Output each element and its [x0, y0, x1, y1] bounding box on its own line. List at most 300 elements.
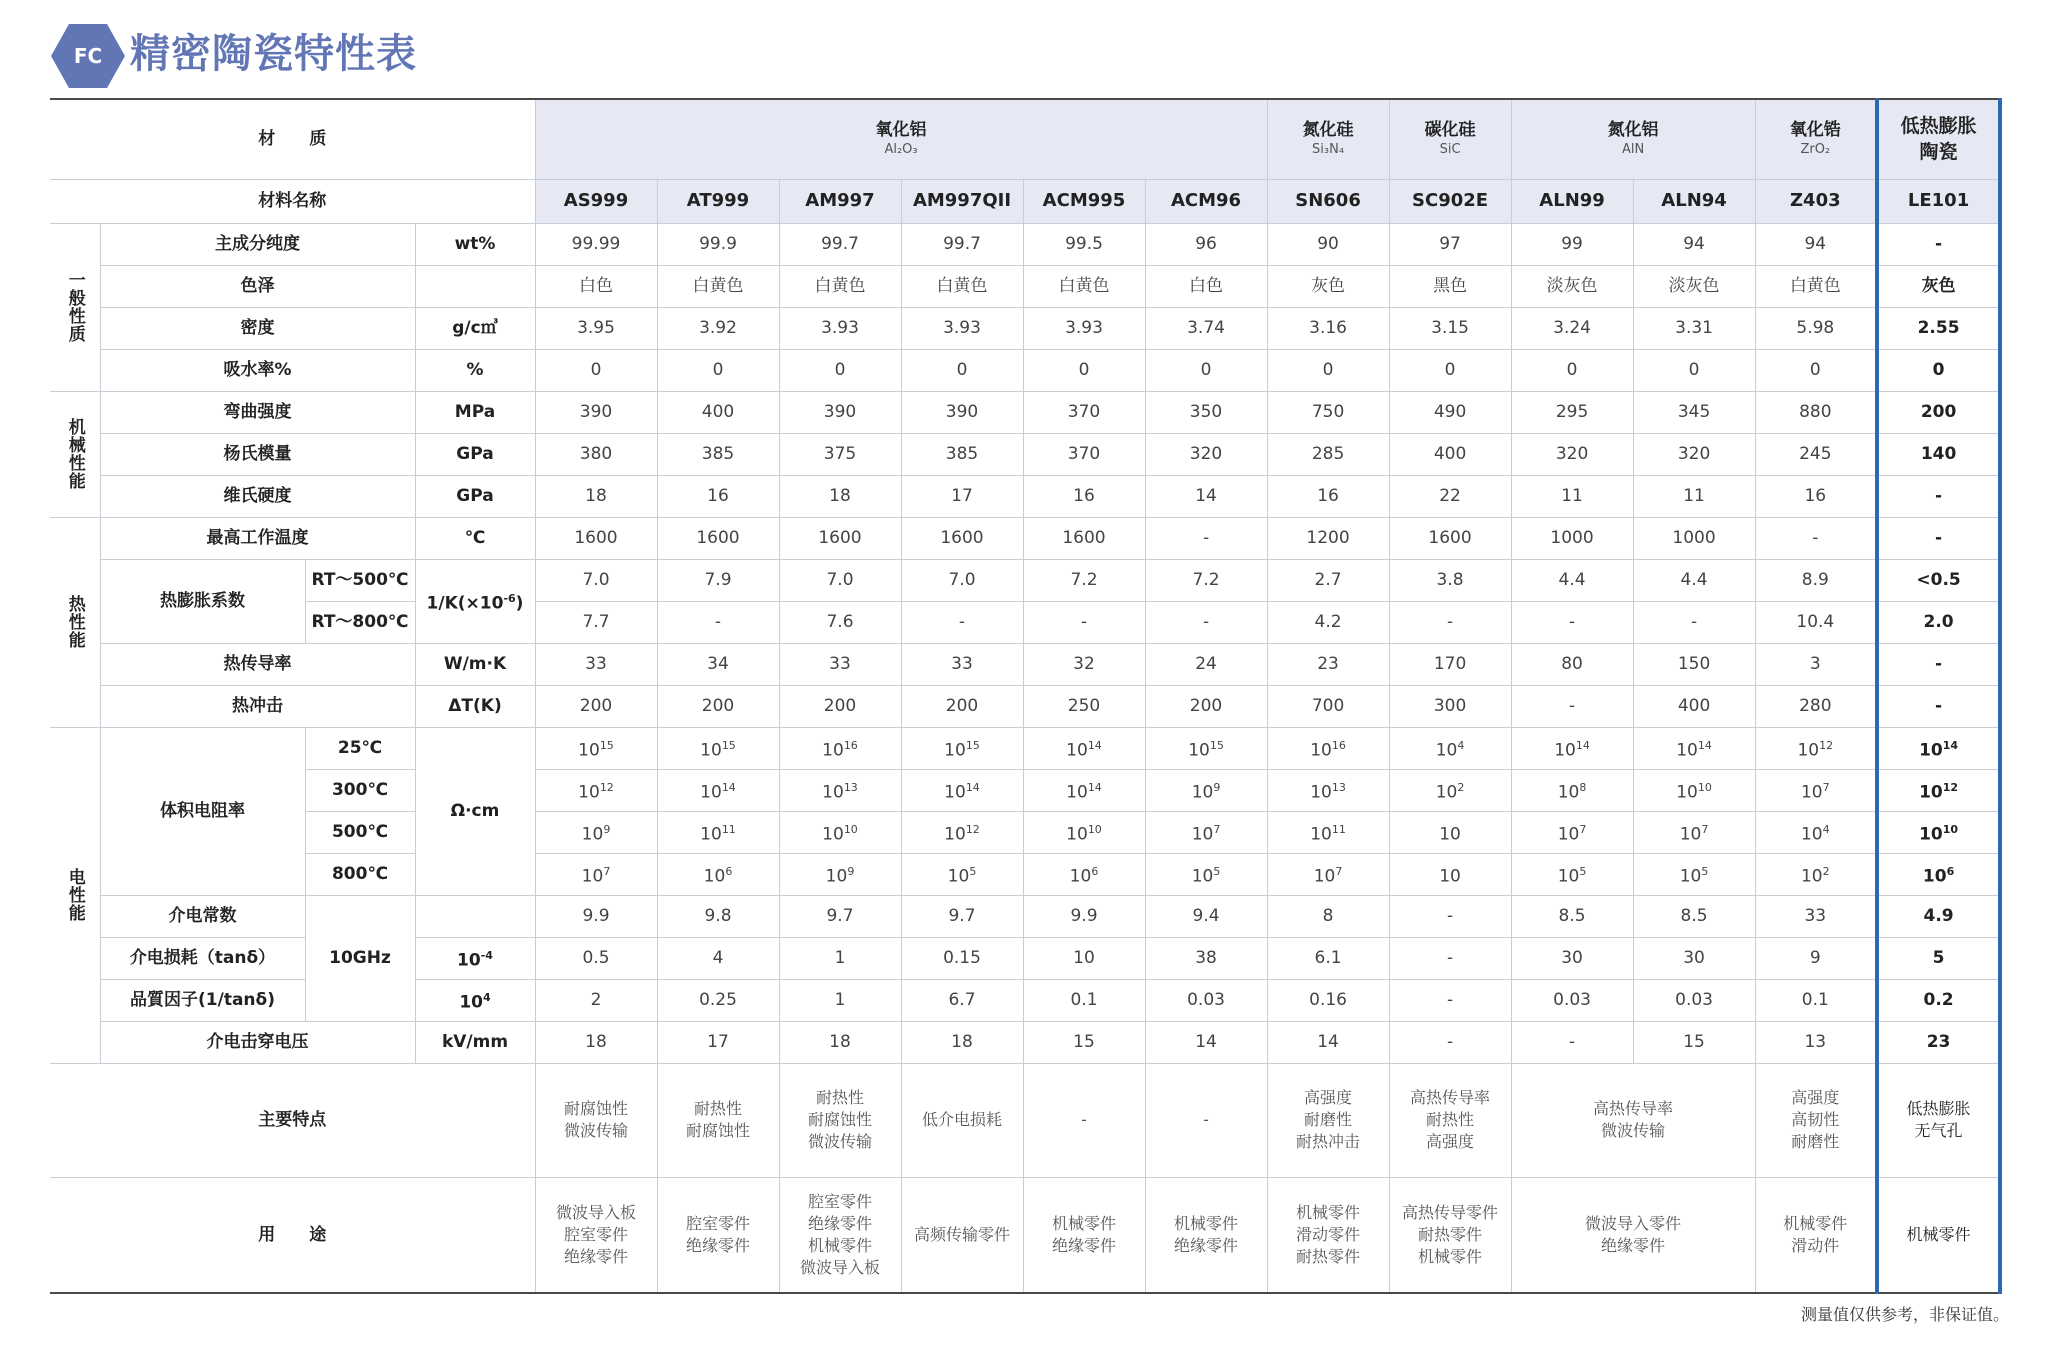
- power-exponent: 16: [843, 738, 858, 752]
- features-line: 耐腐蚀性: [685, 1121, 750, 1140]
- group-name: 碳化硅: [1424, 120, 1476, 141]
- features-line: 高强度: [1304, 1088, 1353, 1107]
- unit-exponent: -4: [480, 948, 493, 962]
- value-cell: 11: [1511, 475, 1633, 517]
- row-sublabel: 500℃: [305, 811, 415, 853]
- row-label: 介电击穿电压: [100, 1021, 415, 1063]
- unit-close: ): [515, 593, 524, 614]
- value-cell: 7.2: [1145, 559, 1267, 601]
- value-cell: 白黄色: [657, 265, 779, 307]
- row-unit: [415, 265, 535, 307]
- value-cell: 3.92: [657, 307, 779, 349]
- value-cell: 0.1: [1755, 979, 1877, 1021]
- row-unit: [415, 937, 535, 979]
- frequency-label: 10GHz: [305, 895, 415, 1021]
- value-cell: 2.7: [1267, 559, 1389, 601]
- power-base: 10: [700, 740, 722, 761]
- power-exponent: 14: [1942, 738, 1959, 752]
- unit-main: 1/K(×10: [426, 593, 504, 614]
- value-cell: 0: [901, 349, 1023, 391]
- value-cell: 7.7: [535, 601, 657, 643]
- value-cell: 320: [1511, 433, 1633, 475]
- usage-line: 微波导入零件: [1585, 1213, 1682, 1233]
- features-cell: [535, 1063, 657, 1177]
- value-cell: 150: [1633, 643, 1755, 685]
- value-cell: 1600: [1023, 517, 1145, 559]
- badge-label: FC: [73, 44, 103, 68]
- usage-label: 用 途: [50, 1177, 535, 1293]
- table-row: [50, 179, 2000, 223]
- row-label: 最高工作温度: [100, 517, 415, 559]
- usage-line: 腔室零件: [807, 1191, 872, 1211]
- value-cell: 0: [1877, 349, 2000, 391]
- row-sublabel: 800℃: [305, 853, 415, 895]
- value-cell: 380: [535, 433, 657, 475]
- value-cell: 15: [1633, 1021, 1755, 1063]
- value-cell: 15: [1023, 1021, 1145, 1063]
- material-name-label: 材料名称: [50, 179, 535, 223]
- row-unit: Ω·cm: [415, 727, 535, 895]
- value-cell: 200: [535, 685, 657, 727]
- usage-line: 机械零件: [1174, 1213, 1239, 1233]
- value-cell: 7.0: [901, 559, 1023, 601]
- value-cell: 淡灰色: [1511, 265, 1633, 307]
- code-cell: ACM995: [1023, 179, 1145, 223]
- power-base: 10: [1919, 782, 1943, 803]
- code-cell: AT999: [657, 179, 779, 223]
- power-cell: [1511, 853, 1633, 895]
- value-cell: 白色: [1145, 265, 1267, 307]
- row-unit: ℃: [415, 517, 535, 559]
- value-cell: 9.9: [1023, 895, 1145, 937]
- power-exponent: 14: [1087, 738, 1102, 752]
- features-line: 无气孔: [1914, 1121, 1963, 1140]
- row-unit: GPa: [415, 475, 535, 517]
- power-cell: [901, 811, 1023, 853]
- power-cell: [1267, 811, 1389, 853]
- features-cell: [1389, 1063, 1511, 1177]
- value-cell: 黑色: [1389, 265, 1511, 307]
- power-exponent: 12: [965, 822, 980, 836]
- power-exponent: 9: [847, 864, 855, 878]
- usage-line: 机械零件: [1906, 1224, 1971, 1244]
- value-cell: -: [1389, 979, 1511, 1021]
- value-cell: 10: [1023, 937, 1145, 979]
- value-cell: 0.03: [1145, 979, 1267, 1021]
- usage-line: 高频传输零件: [913, 1224, 1010, 1244]
- power-base: 10: [1922, 866, 1947, 887]
- value-cell: 4: [657, 937, 779, 979]
- power-exponent: 2: [1457, 780, 1465, 794]
- power-base: 10: [1435, 782, 1458, 803]
- value-cell: 1: [779, 979, 901, 1021]
- row-label: 吸水率%: [100, 349, 415, 391]
- power-base: 10: [703, 866, 726, 887]
- code-cell: SC902E: [1389, 179, 1511, 223]
- code-cell: SN606: [1267, 179, 1389, 223]
- features-cell: [1023, 1063, 1145, 1177]
- value-cell: 0.16: [1267, 979, 1389, 1021]
- value-cell: 9.7: [779, 895, 901, 937]
- power-exponent: 6: [725, 864, 733, 878]
- table-row: [50, 391, 2000, 433]
- value-cell: 0.03: [1633, 979, 1755, 1021]
- row-label: 品質因子(1/tanδ): [100, 979, 305, 1021]
- power-exponent: 9: [1213, 780, 1221, 794]
- power-base: 10: [1066, 740, 1088, 761]
- category-mechanical: 机械性能: [50, 391, 100, 517]
- value-cell: 3: [1755, 643, 1877, 685]
- value-cell: -: [1755, 517, 1877, 559]
- value-cell: -: [1145, 601, 1267, 643]
- value-cell: 白黄色: [1023, 265, 1145, 307]
- power-cell: [1755, 769, 1877, 811]
- row-label: 弯曲强度: [100, 391, 415, 433]
- value-cell: 7.2: [1023, 559, 1145, 601]
- value-cell: -: [1023, 601, 1145, 643]
- power-cell: [1267, 727, 1389, 769]
- power-exponent: 12: [1819, 738, 1834, 752]
- value-cell: 97: [1389, 223, 1511, 265]
- value-cell: 灰色: [1267, 265, 1389, 307]
- value-cell: 370: [1023, 433, 1145, 475]
- value-cell: 14: [1267, 1021, 1389, 1063]
- power-base: 10: [1310, 824, 1332, 845]
- value-cell: 0: [1145, 349, 1267, 391]
- row-unit: %: [415, 349, 535, 391]
- usage-cell: [1267, 1177, 1389, 1293]
- features-line: -: [1081, 1110, 1087, 1129]
- usage-cell: [1755, 1177, 1877, 1293]
- value-cell: -: [1877, 643, 2000, 685]
- value-cell: 9.9: [535, 895, 657, 937]
- value-cell: 300: [1389, 685, 1511, 727]
- power-base: 10: [1919, 740, 1943, 761]
- value-cell: 7.9: [657, 559, 779, 601]
- value-cell: 18: [901, 1021, 1023, 1063]
- usage-cell: [535, 1177, 657, 1293]
- value-cell: 490: [1389, 391, 1511, 433]
- power-exponent: 15: [1209, 738, 1224, 752]
- value-cell: 4.2: [1267, 601, 1389, 643]
- features-cell: [1267, 1063, 1389, 1177]
- value-cell: 400: [1389, 433, 1511, 475]
- group-name: 氧化铝: [875, 120, 927, 141]
- power-cell: [1023, 811, 1145, 853]
- power-exponent: 9: [603, 822, 611, 836]
- power-exponent: 6: [1946, 864, 1955, 878]
- code-cell: ALN94: [1633, 179, 1755, 223]
- table-row: [50, 1063, 2000, 1177]
- value-cell: 4.4: [1633, 559, 1755, 601]
- power-base: 10: [825, 866, 848, 887]
- usage-cell: [1145, 1177, 1267, 1293]
- row-sublabel: 300℃: [305, 769, 415, 811]
- power-exponent: 7: [1822, 780, 1830, 794]
- power-base: 10: [1188, 740, 1210, 761]
- value-cell: 245: [1755, 433, 1877, 475]
- value-cell: 200: [901, 685, 1023, 727]
- power-cell: [1755, 853, 1877, 895]
- group-alumina: [535, 99, 1267, 179]
- table-row: [50, 433, 2000, 475]
- group-formula: Al₂O₃: [884, 142, 918, 158]
- value-cell: 5: [1877, 937, 2000, 979]
- value-cell: 7.0: [779, 559, 901, 601]
- power-exponent: 14: [1697, 738, 1712, 752]
- value-cell: 淡灰色: [1633, 265, 1755, 307]
- power-base: 10: [1676, 740, 1698, 761]
- power-exponent: 7: [1579, 822, 1587, 836]
- features-cell: [901, 1063, 1023, 1177]
- value-cell: 1600: [535, 517, 657, 559]
- value-cell: 3.24: [1511, 307, 1633, 349]
- power-exponent: 15: [599, 738, 614, 752]
- usage-line: 绝缘零件: [563, 1246, 628, 1266]
- value-cell: 99.7: [779, 223, 901, 265]
- value-cell: 6.1: [1267, 937, 1389, 979]
- power-cell: [1023, 727, 1145, 769]
- table-row: [50, 853, 2000, 895]
- usage-cell: [1389, 1177, 1511, 1293]
- value-cell: 200: [1877, 391, 2000, 433]
- table-row: [50, 99, 2000, 179]
- value-cell: 750: [1267, 391, 1389, 433]
- power-cell: [1023, 769, 1145, 811]
- value-cell: 30: [1633, 937, 1755, 979]
- value-cell: 8.5: [1511, 895, 1633, 937]
- table-row: [50, 265, 2000, 307]
- group-name: 氮化硅: [1302, 120, 1354, 141]
- value-cell: 灰色: [1877, 265, 2000, 307]
- value-cell: 200: [657, 685, 779, 727]
- usage-cell: [1877, 1177, 2000, 1293]
- features-line: 耐热性: [693, 1099, 742, 1118]
- value-cell: 0: [1633, 349, 1755, 391]
- row-label: 维氏硬度: [100, 475, 415, 517]
- power-exponent: 5: [969, 864, 977, 878]
- value-cell: 1600: [901, 517, 1023, 559]
- unit-exponent: 4: [483, 990, 491, 1004]
- value-cell: 18: [535, 475, 657, 517]
- value-cell: 170: [1389, 643, 1511, 685]
- value-cell: 16: [1023, 475, 1145, 517]
- value-cell: 390: [779, 391, 901, 433]
- row-unit: kV/mm: [415, 1021, 535, 1063]
- value-cell: 3.31: [1633, 307, 1755, 349]
- power-cell: [1389, 769, 1511, 811]
- usage-line: 绝缘零件: [1601, 1235, 1666, 1255]
- group-low-expansion: [1877, 99, 2000, 179]
- power-cell: [1511, 769, 1633, 811]
- power-exponent: 15: [965, 738, 980, 752]
- code-cell: AM997QII: [901, 179, 1023, 223]
- value-cell: 3.15: [1389, 307, 1511, 349]
- usage-line: 耐热零件: [1418, 1224, 1483, 1244]
- power-cell: [1877, 811, 2000, 853]
- features-line: 耐腐蚀性: [563, 1099, 628, 1118]
- power-exponent: 5: [1213, 864, 1221, 878]
- value-cell: 1000: [1511, 517, 1633, 559]
- value-cell: 23: [1877, 1021, 2000, 1063]
- usage-line: 腔室零件: [563, 1224, 628, 1244]
- row-sublabel: RT～800℃: [305, 601, 415, 643]
- power-base: 10: [700, 782, 722, 803]
- row-label: 色泽: [100, 265, 415, 307]
- value-cell: 6.7: [901, 979, 1023, 1021]
- features-cell: [1877, 1063, 2000, 1177]
- value-cell: 0: [657, 349, 779, 391]
- value-cell: 4.9: [1877, 895, 2000, 937]
- table-row: [50, 475, 2000, 517]
- value-cell: 38: [1145, 937, 1267, 979]
- table-row: [50, 811, 2000, 853]
- value-cell: -: [1877, 517, 2000, 559]
- value-cell: -: [1389, 937, 1511, 979]
- power-exponent: 5: [1579, 864, 1587, 878]
- value-cell: 0: [1389, 349, 1511, 391]
- power-exponent: 7: [1701, 822, 1709, 836]
- value-cell: 33: [1755, 895, 1877, 937]
- power-cell: [1877, 769, 2000, 811]
- value-cell: 0: [1267, 349, 1389, 391]
- power-base: 10: [822, 824, 844, 845]
- power-cell: [779, 769, 901, 811]
- power-exponent: 10: [1697, 780, 1712, 794]
- row-unit: [415, 895, 535, 937]
- group-formula: SiC: [1439, 142, 1461, 158]
- power-exponent: 14: [1087, 780, 1102, 794]
- value-cell: -: [1389, 1021, 1511, 1063]
- power-cell: [1145, 727, 1267, 769]
- power-base: 10: [1554, 740, 1576, 761]
- power-base: 10: [1679, 824, 1702, 845]
- power-base: 10: [1800, 824, 1823, 845]
- row-label: 热冲击: [100, 685, 415, 727]
- value-cell: 3.93: [901, 307, 1023, 349]
- value-cell: 0: [1511, 349, 1633, 391]
- features-line: 耐腐蚀性: [807, 1110, 872, 1129]
- value-cell: 0.1: [1023, 979, 1145, 1021]
- features-cell: [1145, 1063, 1267, 1177]
- power-base: 10: [578, 740, 600, 761]
- group-zirconia: [1755, 99, 1877, 179]
- value-cell: 200: [779, 685, 901, 727]
- value-cell: 14: [1145, 1021, 1267, 1063]
- usage-cell: [657, 1177, 779, 1293]
- value-cell: 23: [1267, 643, 1389, 685]
- category-electrical: 电性能: [50, 727, 100, 1063]
- value-cell: 14: [1145, 475, 1267, 517]
- value-cell: -: [1389, 601, 1511, 643]
- code-cell: ACM96: [1145, 179, 1267, 223]
- usage-cell: [1023, 1177, 1145, 1293]
- power-base: 10: [1435, 740, 1458, 761]
- power-base: 10: [1191, 782, 1214, 803]
- power-cell: [901, 853, 1023, 895]
- power-exponent: 7: [1335, 864, 1343, 878]
- power-cell: [657, 811, 779, 853]
- power-exponent: 14: [1575, 738, 1590, 752]
- value-cell: 7.6: [779, 601, 901, 643]
- value-cell: 白黄色: [1755, 265, 1877, 307]
- power-cell: [1633, 769, 1755, 811]
- power-base: 10: [822, 740, 844, 761]
- row-label: 介电损耗（tanδ）: [100, 937, 305, 979]
- features-line: 微波传输: [563, 1121, 628, 1140]
- footnote: 测量值仅供参考，非保证值。: [1800, 1305, 2009, 1324]
- value-cell: 880: [1755, 391, 1877, 433]
- power-cell: [1511, 727, 1633, 769]
- unit-base: 10: [459, 992, 483, 1013]
- usage-line: 微波导入板: [799, 1257, 880, 1277]
- power-exponent: 15: [721, 738, 736, 752]
- usage-line: 机械零件: [1296, 1202, 1361, 1222]
- power-exponent: 12: [599, 780, 614, 794]
- group-silicon-nitride: [1267, 99, 1389, 179]
- power-base: 10: [1310, 740, 1332, 761]
- value-cell: 17: [901, 475, 1023, 517]
- value-cell: 3.74: [1145, 307, 1267, 349]
- code-cell: Z403: [1755, 179, 1877, 223]
- power-cell: [1633, 853, 1755, 895]
- usage-line: 滑动零件: [1296, 1224, 1361, 1244]
- usage-cell: [901, 1177, 1023, 1293]
- value-cell: 2.0: [1877, 601, 2000, 643]
- group-aluminum-nitride: [1511, 99, 1755, 179]
- value-cell: 94: [1633, 223, 1755, 265]
- value-cell: 1: [779, 937, 901, 979]
- power-base: 10: [1676, 782, 1698, 803]
- power-exponent: 13: [843, 780, 858, 794]
- power-exponent: 11: [721, 822, 736, 836]
- value-cell: -: [1511, 601, 1633, 643]
- power-cell: [1389, 727, 1511, 769]
- value-cell: 16: [657, 475, 779, 517]
- value-cell: <0.5: [1877, 559, 2000, 601]
- features-line: 高强度: [1791, 1088, 1840, 1107]
- row-label: 热膨胀系数: [100, 559, 305, 643]
- table-row: [50, 223, 2000, 265]
- code-cell: AS999: [535, 179, 657, 223]
- value-cell: 17: [657, 1021, 779, 1063]
- features-line: 低热膨胀: [1906, 1099, 1971, 1118]
- value-cell: 350: [1145, 391, 1267, 433]
- power-cell: [535, 811, 657, 853]
- value-cell: -: [1389, 895, 1511, 937]
- group-silicon-carbide: [1389, 99, 1511, 179]
- features-line: 耐磨性: [1304, 1110, 1353, 1129]
- usage-line: 绝缘零件: [807, 1213, 872, 1233]
- value-cell: -: [1877, 475, 2000, 517]
- value-cell: 295: [1511, 391, 1633, 433]
- power-base: 10: [1310, 782, 1332, 803]
- row-label: 热传导率: [100, 643, 415, 685]
- power-cell: [657, 769, 779, 811]
- value-cell: -: [1633, 601, 1755, 643]
- value-cell: -: [1145, 517, 1267, 559]
- power-base: 10: [1797, 740, 1820, 761]
- power-base: 10: [1066, 824, 1088, 845]
- row-unit: W/m·K: [415, 643, 535, 685]
- unit-exponent: -6: [503, 591, 516, 605]
- power-cell: [1145, 853, 1267, 895]
- category-general: 一般性质: [50, 223, 100, 391]
- value-cell: 1200: [1267, 517, 1389, 559]
- table-row: [50, 643, 2000, 685]
- value-cell: 285: [1267, 433, 1389, 475]
- value-cell: 200: [1145, 685, 1267, 727]
